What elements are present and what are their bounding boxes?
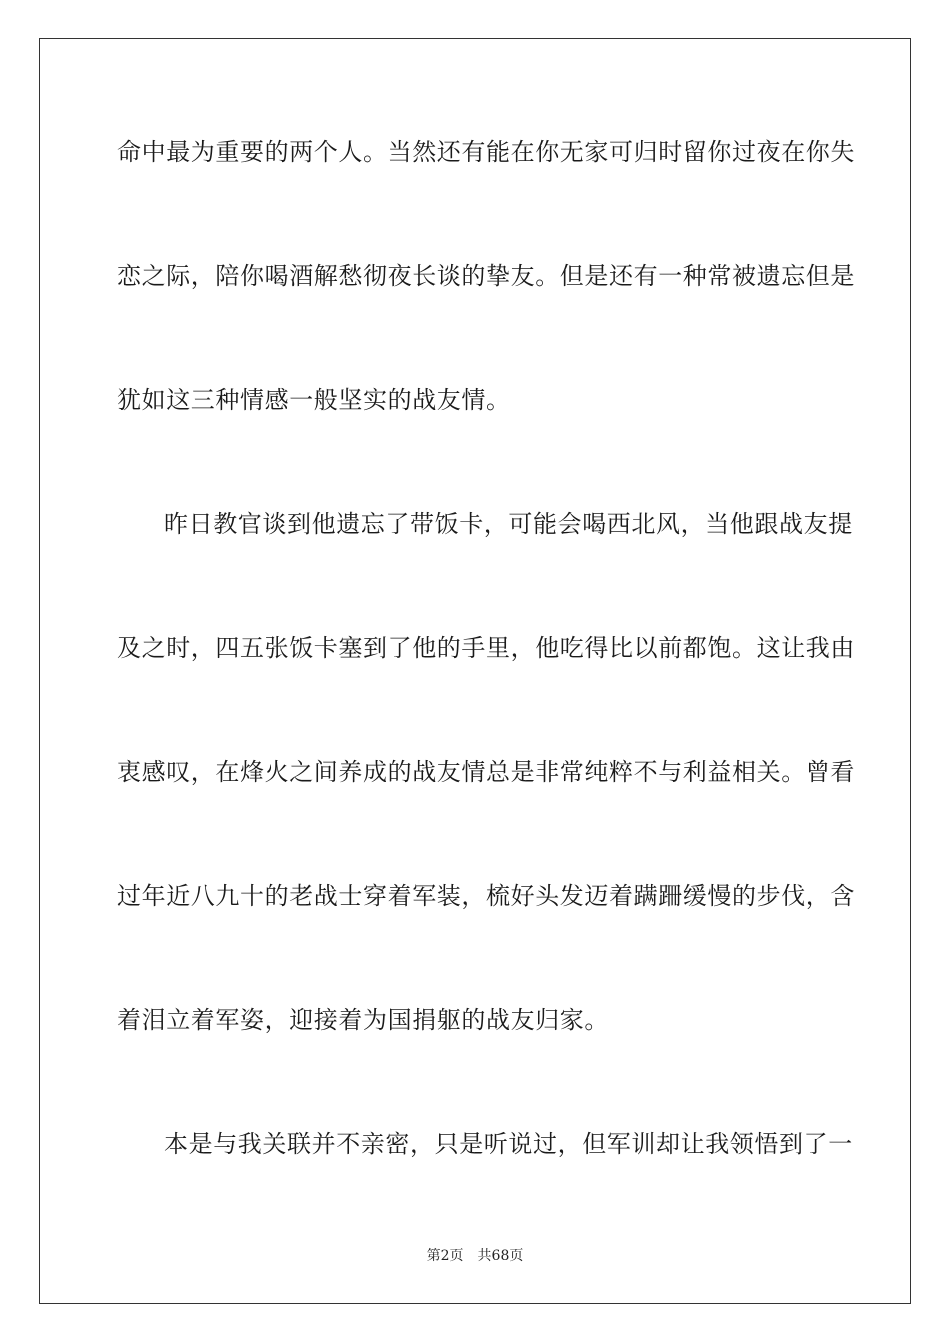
page-total: 共68页 (477, 1248, 524, 1264)
text-line-1: 命中最为重要的两个人。当然还有能在你无家可归时留你过夜在你失 (117, 138, 855, 166)
page-footer (0, 1246, 950, 1266)
text-line-6: 衷感叹，在烽火之间养成的战友情总是非常纯粹不与利益相关。曾看 (117, 758, 855, 786)
text-line-5: 及之时，四五张饭卡塞到了他的手里，他吃得比以前都饱。这让我由 (117, 634, 855, 662)
page-border (39, 38, 911, 1304)
text-line-4: 昨日教官谈到他遗忘了带饭卡，可能会喝西北风，当他跟战友提 (164, 510, 853, 538)
text-line-9: 本是与我关联并不亲密，只是听说过，但军训却让我领悟到了一 (164, 1130, 853, 1158)
page-number: 第2页 (426, 1248, 464, 1264)
text-line-8: 着泪立着军姿，迎接着为国捐躯的战友归家。 (117, 1006, 609, 1034)
text-line-2: 恋之际，陪你喝酒解愁彻夜长谈的挚友。但是还有一种常被遗忘但是 (117, 262, 855, 290)
text-line-7: 过年近八九十的老战士穿着军装，梳好头发迈着蹒跚缓慢的步伐，含 (117, 882, 855, 910)
text-line-3: 犹如这三种情感一般坚实的战友情。 (117, 386, 511, 414)
